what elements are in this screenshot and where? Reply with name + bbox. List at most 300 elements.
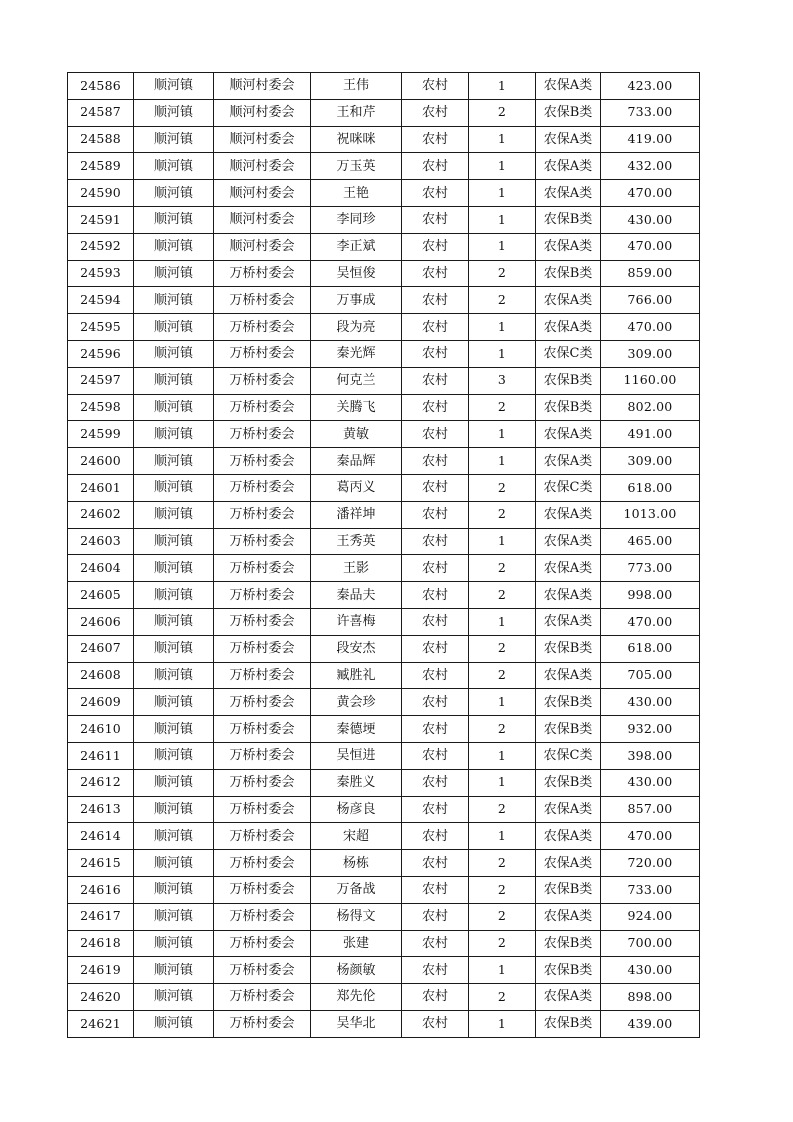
town-cell: 顺河镇: [134, 742, 214, 769]
household-count-cell: 1: [469, 73, 536, 100]
household-count-cell: 1: [469, 528, 536, 555]
household-count-cell: 2: [469, 287, 536, 314]
village-committee-cell: 万桥村委会: [214, 635, 311, 662]
amount-cell: 470.00: [601, 233, 700, 260]
record-id-cell: 24619: [68, 957, 134, 984]
record-id-cell: 24591: [68, 206, 134, 233]
table-row: [68, 367, 700, 394]
record-id-cell: 24608: [68, 662, 134, 689]
insurance-class-cell: 农保A类: [536, 796, 601, 823]
person-name-cell: 黄会珍: [311, 689, 402, 716]
village-committee-cell: 万桥村委会: [214, 582, 311, 609]
table-row: [68, 903, 700, 930]
town-cell: 顺河镇: [134, 260, 214, 287]
table-row: [68, 582, 700, 609]
person-name-cell: 许喜梅: [311, 608, 402, 635]
insurance-class-cell: 农保B类: [536, 930, 601, 957]
residence-type-cell: 农村: [402, 635, 469, 662]
insurance-class-cell: 农保C类: [536, 340, 601, 367]
table-row: [68, 233, 700, 260]
table-row: [68, 448, 700, 475]
person-name-cell: 杨栋: [311, 850, 402, 877]
household-count-cell: 2: [469, 260, 536, 287]
table-row: [68, 287, 700, 314]
village-committee-cell: 顺河村委会: [214, 233, 311, 260]
insurance-class-cell: 农保A类: [536, 180, 601, 207]
village-committee-cell: 万桥村委会: [214, 850, 311, 877]
household-count-cell: 2: [469, 984, 536, 1011]
town-cell: 顺河镇: [134, 287, 214, 314]
residence-type-cell: 农村: [402, 1010, 469, 1037]
record-id-cell: 24616: [68, 876, 134, 903]
insurance-class-cell: 农保B类: [536, 957, 601, 984]
amount-cell: 419.00: [601, 126, 700, 153]
village-committee-cell: 万桥村委会: [214, 769, 311, 796]
record-id-cell: 24600: [68, 448, 134, 475]
person-name-cell: 杨颜敏: [311, 957, 402, 984]
record-id-cell: 24603: [68, 528, 134, 555]
table-row: [68, 314, 700, 341]
insurance-class-cell: 农保A类: [536, 850, 601, 877]
village-committee-cell: 顺河村委会: [214, 99, 311, 126]
insurance-class-cell: 农保B类: [536, 1010, 601, 1037]
record-id-cell: 24592: [68, 233, 134, 260]
town-cell: 顺河镇: [134, 99, 214, 126]
household-count-cell: 1: [469, 448, 536, 475]
town-cell: 顺河镇: [134, 340, 214, 367]
insurance-class-cell: 农保B类: [536, 367, 601, 394]
table-row: [68, 394, 700, 421]
person-name-cell: 黄敏: [311, 421, 402, 448]
person-name-cell: 万备战: [311, 876, 402, 903]
residence-type-cell: 农村: [402, 206, 469, 233]
insurance-class-cell: 农保A类: [536, 287, 601, 314]
insurance-class-cell: 农保A类: [536, 582, 601, 609]
residence-type-cell: 农村: [402, 823, 469, 850]
residence-type-cell: 农村: [402, 555, 469, 582]
household-count-cell: 1: [469, 823, 536, 850]
table-row: [68, 73, 700, 100]
town-cell: 顺河镇: [134, 153, 214, 180]
record-id-cell: 24613: [68, 796, 134, 823]
record-id-cell: 24606: [68, 608, 134, 635]
amount-cell: 859.00: [601, 260, 700, 287]
record-id-cell: 24590: [68, 180, 134, 207]
village-committee-cell: 万桥村委会: [214, 421, 311, 448]
town-cell: 顺河镇: [134, 716, 214, 743]
amount-cell: 733.00: [601, 99, 700, 126]
village-committee-cell: 万桥村委会: [214, 528, 311, 555]
amount-cell: 705.00: [601, 662, 700, 689]
insurance-class-cell: 农保B类: [536, 635, 601, 662]
amount-cell: 430.00: [601, 769, 700, 796]
amount-cell: 766.00: [601, 287, 700, 314]
residence-type-cell: 农村: [402, 287, 469, 314]
insurance-class-cell: 农保A类: [536, 314, 601, 341]
person-name-cell: 吴恒进: [311, 742, 402, 769]
table-row: [68, 876, 700, 903]
table-row: [68, 662, 700, 689]
residence-type-cell: 农村: [402, 99, 469, 126]
village-committee-cell: 万桥村委会: [214, 260, 311, 287]
insurance-class-cell: 农保B类: [536, 260, 601, 287]
amount-cell: 491.00: [601, 421, 700, 448]
record-id-cell: 24617: [68, 903, 134, 930]
insurance-class-cell: 农保A类: [536, 984, 601, 1011]
village-committee-cell: 万桥村委会: [214, 394, 311, 421]
person-name-cell: 秦德埂: [311, 716, 402, 743]
table-row: [68, 421, 700, 448]
household-count-cell: 2: [469, 662, 536, 689]
record-id-cell: 24595: [68, 314, 134, 341]
table-row: [68, 984, 700, 1011]
village-committee-cell: 万桥村委会: [214, 1010, 311, 1037]
insurance-class-cell: 农保A类: [536, 126, 601, 153]
record-id-cell: 24614: [68, 823, 134, 850]
residence-type-cell: 农村: [402, 180, 469, 207]
person-name-cell: 王和芹: [311, 99, 402, 126]
record-id-cell: 24605: [68, 582, 134, 609]
village-committee-cell: 万桥村委会: [214, 314, 311, 341]
town-cell: 顺河镇: [134, 796, 214, 823]
village-committee-cell: 顺河村委会: [214, 153, 311, 180]
insurance-class-cell: 农保A类: [536, 823, 601, 850]
record-id-cell: 24599: [68, 421, 134, 448]
town-cell: 顺河镇: [134, 930, 214, 957]
town-cell: 顺河镇: [134, 448, 214, 475]
insurance-class-cell: 农保A类: [536, 421, 601, 448]
household-count-cell: 1: [469, 421, 536, 448]
household-count-cell: 2: [469, 716, 536, 743]
record-id-cell: 24621: [68, 1010, 134, 1037]
household-count-cell: 1: [469, 314, 536, 341]
insurance-class-cell: 农保B类: [536, 716, 601, 743]
table-row: [68, 769, 700, 796]
record-id-cell: 24612: [68, 769, 134, 796]
person-name-cell: 段为亮: [311, 314, 402, 341]
record-id-cell: 24596: [68, 340, 134, 367]
village-committee-cell: 万桥村委会: [214, 340, 311, 367]
village-committee-cell: 万桥村委会: [214, 608, 311, 635]
town-cell: 顺河镇: [134, 528, 214, 555]
household-count-cell: 1: [469, 769, 536, 796]
record-id-cell: 24607: [68, 635, 134, 662]
residence-type-cell: 农村: [402, 153, 469, 180]
record-id-cell: 24611: [68, 742, 134, 769]
village-committee-cell: 万桥村委会: [214, 876, 311, 903]
residence-type-cell: 农村: [402, 73, 469, 100]
village-committee-cell: 万桥村委会: [214, 287, 311, 314]
amount-cell: 309.00: [601, 340, 700, 367]
table-row: [68, 608, 700, 635]
household-count-cell: 2: [469, 394, 536, 421]
amount-cell: 470.00: [601, 608, 700, 635]
record-id-cell: 24587: [68, 99, 134, 126]
insurance-class-cell: 农保A类: [536, 662, 601, 689]
table-row: [68, 716, 700, 743]
residence-type-cell: 农村: [402, 126, 469, 153]
residence-type-cell: 农村: [402, 314, 469, 341]
amount-cell: 439.00: [601, 1010, 700, 1037]
table-row: [68, 474, 700, 501]
residence-type-cell: 农村: [402, 582, 469, 609]
residence-type-cell: 农村: [402, 957, 469, 984]
village-committee-cell: 顺河村委会: [214, 180, 311, 207]
table-row: [68, 99, 700, 126]
amount-cell: 430.00: [601, 689, 700, 716]
residence-type-cell: 农村: [402, 367, 469, 394]
insurance-class-cell: 农保B类: [536, 99, 601, 126]
amount-cell: 398.00: [601, 742, 700, 769]
person-name-cell: 吴恒俊: [311, 260, 402, 287]
town-cell: 顺河镇: [134, 126, 214, 153]
town-cell: 顺河镇: [134, 394, 214, 421]
town-cell: 顺河镇: [134, 180, 214, 207]
town-cell: 顺河镇: [134, 582, 214, 609]
household-count-cell: 2: [469, 99, 536, 126]
person-name-cell: 关腾飞: [311, 394, 402, 421]
person-name-cell: 祝咪咪: [311, 126, 402, 153]
village-committee-cell: 顺河村委会: [214, 206, 311, 233]
table-row: [68, 796, 700, 823]
table-row: [68, 206, 700, 233]
town-cell: 顺河镇: [134, 957, 214, 984]
village-committee-cell: 万桥村委会: [214, 957, 311, 984]
residence-type-cell: 农村: [402, 528, 469, 555]
record-id-cell: 24588: [68, 126, 134, 153]
household-count-cell: 1: [469, 126, 536, 153]
town-cell: 顺河镇: [134, 876, 214, 903]
amount-cell: 309.00: [601, 448, 700, 475]
household-count-cell: 2: [469, 903, 536, 930]
person-name-cell: 葛丙义: [311, 474, 402, 501]
insurance-class-cell: 农保B类: [536, 876, 601, 903]
residence-type-cell: 农村: [402, 260, 469, 287]
amount-cell: 720.00: [601, 850, 700, 877]
insurance-class-cell: 农保A类: [536, 233, 601, 260]
data-table: [67, 72, 700, 1038]
person-name-cell: 王艳: [311, 180, 402, 207]
residence-type-cell: 农村: [402, 340, 469, 367]
amount-cell: 1013.00: [601, 501, 700, 528]
town-cell: 顺河镇: [134, 662, 214, 689]
record-id-cell: 24615: [68, 850, 134, 877]
record-id-cell: 24597: [68, 367, 134, 394]
amount-cell: 432.00: [601, 153, 700, 180]
household-count-cell: 3: [469, 367, 536, 394]
household-count-cell: 1: [469, 153, 536, 180]
household-count-cell: 1: [469, 233, 536, 260]
village-committee-cell: 万桥村委会: [214, 716, 311, 743]
insurance-class-cell: 农保A类: [536, 153, 601, 180]
town-cell: 顺河镇: [134, 206, 214, 233]
household-count-cell: 1: [469, 957, 536, 984]
table-row: [68, 153, 700, 180]
record-id-cell: 24594: [68, 287, 134, 314]
village-committee-cell: 万桥村委会: [214, 796, 311, 823]
town-cell: 顺河镇: [134, 823, 214, 850]
amount-cell: 898.00: [601, 984, 700, 1011]
household-count-cell: 2: [469, 635, 536, 662]
insurance-class-cell: 农保A类: [536, 501, 601, 528]
person-name-cell: 潘祥坤: [311, 501, 402, 528]
record-id-cell: 24589: [68, 153, 134, 180]
table-row: [68, 528, 700, 555]
person-name-cell: 王影: [311, 555, 402, 582]
town-cell: 顺河镇: [134, 314, 214, 341]
insurance-class-cell: 农保B类: [536, 769, 601, 796]
household-count-cell: 2: [469, 876, 536, 903]
person-name-cell: 何克兰: [311, 367, 402, 394]
amount-cell: 1160.00: [601, 367, 700, 394]
town-cell: 顺河镇: [134, 850, 214, 877]
record-id-cell: 24618: [68, 930, 134, 957]
residence-type-cell: 农村: [402, 769, 469, 796]
insurance-class-cell: 农保B类: [536, 206, 601, 233]
residence-type-cell: 农村: [402, 608, 469, 635]
household-count-cell: 1: [469, 689, 536, 716]
village-committee-cell: 万桥村委会: [214, 448, 311, 475]
table-row: [68, 957, 700, 984]
insurance-class-cell: 农保A类: [536, 608, 601, 635]
household-count-cell: 1: [469, 1010, 536, 1037]
residence-type-cell: 农村: [402, 850, 469, 877]
table-row: [68, 850, 700, 877]
residence-type-cell: 农村: [402, 233, 469, 260]
household-count-cell: 2: [469, 850, 536, 877]
village-committee-cell: 万桥村委会: [214, 474, 311, 501]
amount-cell: 618.00: [601, 474, 700, 501]
residence-type-cell: 农村: [402, 796, 469, 823]
residence-type-cell: 农村: [402, 930, 469, 957]
town-cell: 顺河镇: [134, 903, 214, 930]
household-count-cell: 1: [469, 206, 536, 233]
person-name-cell: 秦品辉: [311, 448, 402, 475]
amount-cell: 470.00: [601, 823, 700, 850]
amount-cell: 470.00: [601, 180, 700, 207]
town-cell: 顺河镇: [134, 1010, 214, 1037]
town-cell: 顺河镇: [134, 421, 214, 448]
household-count-cell: 2: [469, 474, 536, 501]
household-count-cell: 2: [469, 796, 536, 823]
residence-type-cell: 农村: [402, 716, 469, 743]
village-committee-cell: 顺河村委会: [214, 73, 311, 100]
table-row: [68, 823, 700, 850]
household-count-cell: 2: [469, 582, 536, 609]
table-row: [68, 260, 700, 287]
village-committee-cell: 万桥村委会: [214, 903, 311, 930]
residence-type-cell: 农村: [402, 876, 469, 903]
town-cell: 顺河镇: [134, 608, 214, 635]
person-name-cell: 秦光辉: [311, 340, 402, 367]
village-committee-cell: 万桥村委会: [214, 501, 311, 528]
residence-type-cell: 农村: [402, 421, 469, 448]
person-name-cell: 段安杰: [311, 635, 402, 662]
insurance-class-cell: 农保A类: [536, 555, 601, 582]
residence-type-cell: 农村: [402, 984, 469, 1011]
record-id-cell: 24598: [68, 394, 134, 421]
town-cell: 顺河镇: [134, 635, 214, 662]
residence-type-cell: 农村: [402, 903, 469, 930]
amount-cell: 700.00: [601, 930, 700, 957]
residence-type-cell: 农村: [402, 474, 469, 501]
residence-type-cell: 农村: [402, 689, 469, 716]
record-id-cell: 24610: [68, 716, 134, 743]
person-name-cell: 杨得文: [311, 903, 402, 930]
person-name-cell: 秦品夫: [311, 582, 402, 609]
amount-cell: 618.00: [601, 635, 700, 662]
person-name-cell: 李正斌: [311, 233, 402, 260]
town-cell: 顺河镇: [134, 984, 214, 1011]
town-cell: 顺河镇: [134, 689, 214, 716]
amount-cell: 773.00: [601, 555, 700, 582]
town-cell: 顺河镇: [134, 769, 214, 796]
table-row: [68, 635, 700, 662]
village-committee-cell: 万桥村委会: [214, 689, 311, 716]
household-count-cell: 1: [469, 742, 536, 769]
person-name-cell: 吴华北: [311, 1010, 402, 1037]
person-name-cell: 万事成: [311, 287, 402, 314]
record-id-cell: 24620: [68, 984, 134, 1011]
village-committee-cell: 万桥村委会: [214, 555, 311, 582]
residence-type-cell: 农村: [402, 448, 469, 475]
amount-cell: 430.00: [601, 206, 700, 233]
table-row: [68, 555, 700, 582]
amount-cell: 465.00: [601, 528, 700, 555]
insurance-class-cell: 农保A类: [536, 528, 601, 555]
residence-type-cell: 农村: [402, 742, 469, 769]
person-name-cell: 郑先伦: [311, 984, 402, 1011]
town-cell: 顺河镇: [134, 474, 214, 501]
residence-type-cell: 农村: [402, 394, 469, 421]
household-count-cell: 2: [469, 930, 536, 957]
town-cell: 顺河镇: [134, 233, 214, 260]
amount-cell: 733.00: [601, 876, 700, 903]
household-count-cell: 1: [469, 340, 536, 367]
person-name-cell: 王秀英: [311, 528, 402, 555]
village-committee-cell: 万桥村委会: [214, 930, 311, 957]
record-id-cell: 24609: [68, 689, 134, 716]
amount-cell: 932.00: [601, 716, 700, 743]
table-row: [68, 340, 700, 367]
person-name-cell: 宋超: [311, 823, 402, 850]
table-row: [68, 742, 700, 769]
insurance-class-cell: 农保B类: [536, 689, 601, 716]
record-id-cell: 24602: [68, 501, 134, 528]
amount-cell: 423.00: [601, 73, 700, 100]
person-name-cell: 张建: [311, 930, 402, 957]
household-count-cell: 1: [469, 180, 536, 207]
town-cell: 顺河镇: [134, 555, 214, 582]
village-committee-cell: 万桥村委会: [214, 984, 311, 1011]
record-id-cell: 24601: [68, 474, 134, 501]
amount-cell: 470.00: [601, 314, 700, 341]
insurance-class-cell: 农保A类: [536, 448, 601, 475]
table-row: [68, 180, 700, 207]
table-row: [68, 1010, 700, 1037]
table-body: [68, 73, 700, 1038]
insurance-class-cell: 农保B类: [536, 394, 601, 421]
record-id-cell: 24604: [68, 555, 134, 582]
amount-cell: 998.00: [601, 582, 700, 609]
table-row: [68, 689, 700, 716]
town-cell: 顺河镇: [134, 501, 214, 528]
insurance-class-cell: 农保C类: [536, 742, 601, 769]
village-committee-cell: 万桥村委会: [214, 662, 311, 689]
person-name-cell: 李同珍: [311, 206, 402, 233]
residence-type-cell: 农村: [402, 501, 469, 528]
insurance-class-cell: 农保A类: [536, 73, 601, 100]
